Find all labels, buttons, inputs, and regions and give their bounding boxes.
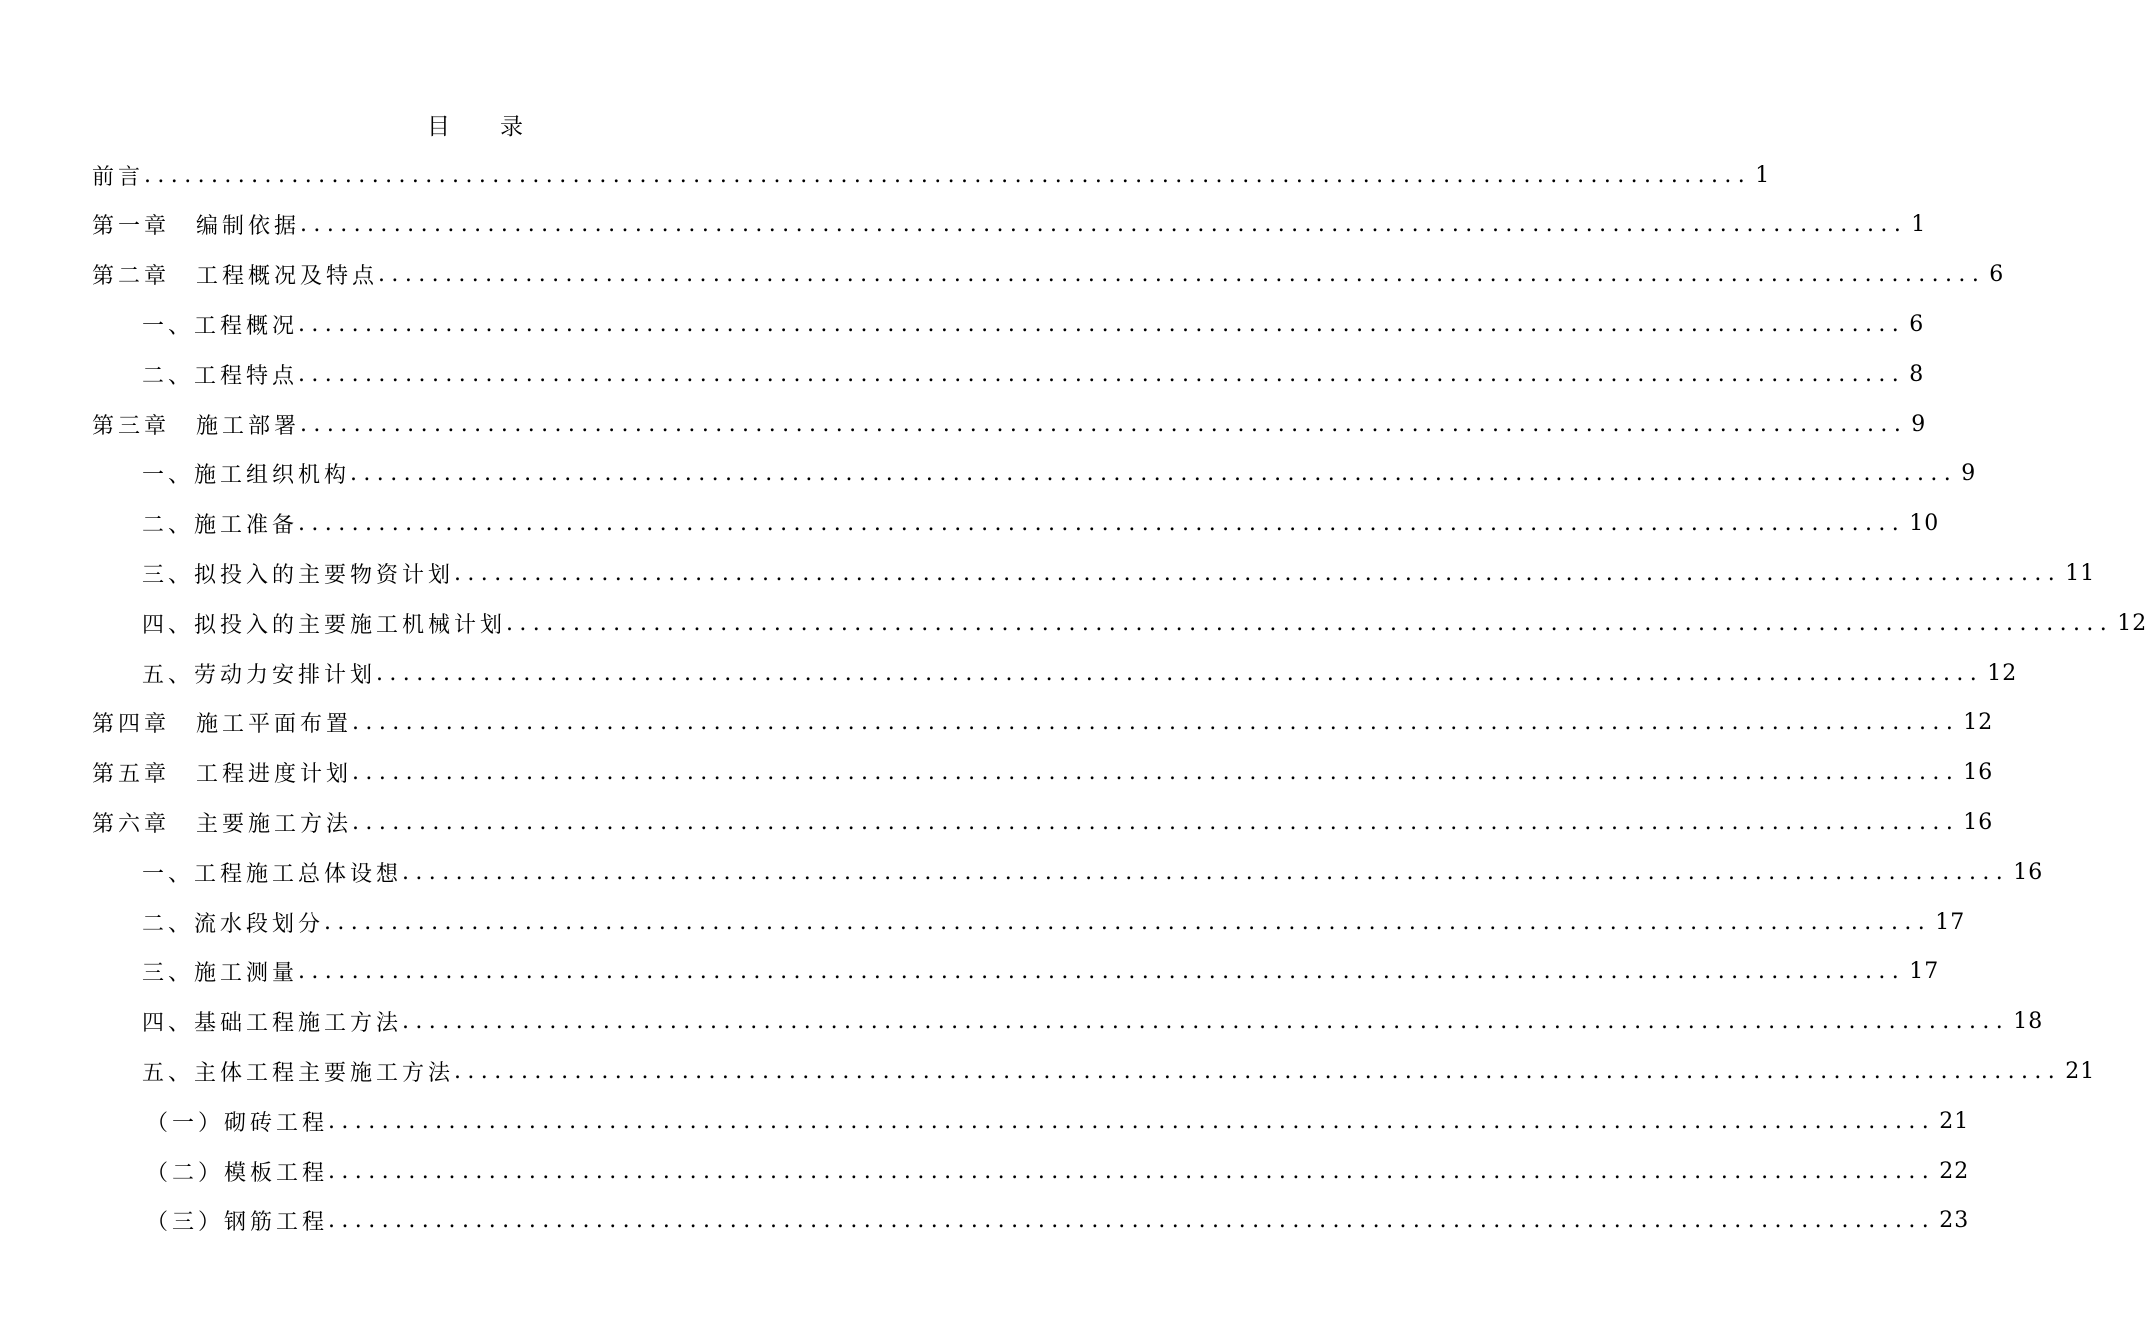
toc-entry-page-number: 16 bbox=[2013, 859, 2044, 885]
toc-entry-text: 三、拟投入的主要物资计划 bbox=[142, 562, 455, 588]
toc-entry-text: 主要施工方法 bbox=[196, 811, 353, 837]
toc-entry-page-number: 9 bbox=[1911, 411, 1927, 437]
toc-entry-text: 二、工程特点 bbox=[142, 363, 299, 389]
toc-entry-leader: ........................................................................................................................ bbox=[454, 560, 2062, 586]
toc-entry-label bbox=[142, 359, 298, 390]
toc-entry-label bbox=[92, 259, 378, 290]
toc-entry-leader: ........................................................................................................................ bbox=[144, 162, 1752, 188]
toc-entry-page-number: 1 bbox=[1755, 162, 1771, 188]
toc-entry-text: 三、施工测量 bbox=[142, 961, 299, 987]
toc-entry-leader: ........................................................................................................................ bbox=[298, 361, 1906, 387]
toc-entry-text: 一、施工组织机构 bbox=[142, 463, 351, 489]
toc-entry-text: （一）砌砖工程 bbox=[146, 1110, 329, 1136]
toc-entry-text: 编制依据 bbox=[196, 214, 301, 240]
toc-entry-chapter: 第五章 bbox=[92, 762, 171, 788]
toc-entry[interactable] bbox=[92, 155, 1771, 195]
toc-entry-text: 二、流水段划分 bbox=[142, 911, 325, 937]
toc-entry-leader: ........................................................................................................................ bbox=[454, 1058, 2062, 1084]
toc-entry[interactable] bbox=[142, 852, 2044, 892]
toc-entry-label bbox=[92, 807, 352, 838]
toc-entry-label bbox=[142, 907, 324, 938]
toc-entry[interactable] bbox=[142, 1002, 2044, 1042]
toc-entry[interactable] bbox=[142, 653, 2018, 693]
toc-entry[interactable] bbox=[92, 703, 1994, 743]
toc-entry-page-number: 21 bbox=[2065, 1058, 2096, 1084]
toc-entry-label bbox=[92, 409, 300, 440]
toc-entry-leader: ........................................................................................................................ bbox=[328, 1158, 1936, 1184]
toc-entry-page-number: 17 bbox=[1909, 959, 1940, 985]
toc-entry[interactable] bbox=[92, 753, 1994, 793]
toc-entry-page-number: 9 bbox=[1961, 461, 1977, 487]
toc-entry-label bbox=[142, 608, 506, 639]
toc-entry[interactable] bbox=[146, 1201, 1970, 1241]
toc-entry-page-number: 6 bbox=[1989, 262, 2005, 288]
toc-entry-label bbox=[146, 1205, 328, 1236]
toc-entry-label bbox=[142, 508, 298, 539]
toc-entry-page-number: 16 bbox=[1963, 809, 1994, 835]
toc-entry-label bbox=[92, 209, 300, 240]
toc-entry-leader: ........................................................................................................................ bbox=[352, 809, 1960, 835]
toc-entry[interactable] bbox=[146, 1101, 1970, 1141]
toc-entry-leader: ........................................................................................................................ bbox=[298, 959, 1906, 985]
toc-entry-label bbox=[146, 1156, 328, 1187]
toc-entry-label bbox=[92, 757, 352, 788]
toc-entry-page-number: 1 bbox=[1911, 212, 1927, 238]
toc-entry-page-number: 17 bbox=[1935, 909, 1966, 935]
toc-entry-leader: ........................................................................................................................ bbox=[352, 760, 1960, 786]
toc-entry-text: 五、劳动力安排计划 bbox=[142, 662, 377, 688]
toc-entry-text: 工程进度计划 bbox=[196, 762, 353, 788]
toc-entry-text: 施工部署 bbox=[196, 413, 301, 439]
toc-entry-page-number: 22 bbox=[1939, 1158, 1970, 1184]
toc-entry-label bbox=[142, 309, 298, 340]
toc-entry-leader: ........................................................................................................................ bbox=[350, 461, 1958, 487]
toc-entry-leader: ........................................................................................................................ bbox=[298, 311, 1906, 337]
toc-entry-label bbox=[142, 1056, 454, 1087]
toc-entry-leader: ........................................................................................................................ bbox=[298, 511, 1906, 537]
toc-entry-label bbox=[142, 956, 298, 987]
toc-entry-label bbox=[142, 1006, 402, 1037]
toc-entry[interactable] bbox=[142, 603, 2147, 643]
toc-entry-text: （二）模板工程 bbox=[146, 1160, 329, 1186]
toc-entry-leader: ........................................................................................................................ bbox=[402, 1009, 2010, 1035]
toc-entry-text: 四、拟投入的主要施工机械计划 bbox=[142, 612, 507, 638]
toc-entry[interactable] bbox=[146, 1151, 1970, 1191]
toc-entry-page-number: 11 bbox=[2065, 560, 2096, 586]
toc-entry-label bbox=[142, 458, 350, 489]
toc-entry-text: （三）钢筋工程 bbox=[146, 1210, 329, 1236]
toc-entry-page-number: 12 bbox=[1987, 660, 2018, 686]
toc-entry-leader: ........................................................................................................................ bbox=[300, 212, 1908, 238]
toc-title bbox=[0, 108, 950, 141]
toc-entry-label bbox=[92, 160, 144, 191]
toc-entry-text: 前言 bbox=[92, 164, 145, 190]
toc-entry-text: 五、主体工程主要施工方法 bbox=[142, 1060, 455, 1086]
toc-entry-text: 二、施工准备 bbox=[142, 513, 299, 539]
toc-entry-page-number: 21 bbox=[1939, 1108, 1970, 1134]
toc-entry[interactable] bbox=[142, 354, 1925, 394]
toc-entry-leader: ........................................................................................................................ bbox=[300, 411, 1908, 437]
toc-entry-page-number: 10 bbox=[1909, 511, 1940, 537]
toc-entry-page-number: 12 bbox=[2117, 610, 2147, 636]
toc-entry-page-number: 6 bbox=[1909, 311, 1925, 337]
toc-title-part2: 录 bbox=[500, 114, 523, 140]
toc-entry-label bbox=[146, 1106, 328, 1137]
toc-entry-chapter: 第三章 bbox=[92, 413, 171, 439]
toc-entry[interactable] bbox=[142, 952, 1940, 992]
toc-entry-text: 一、工程概况 bbox=[142, 313, 299, 339]
toc-entry[interactable] bbox=[142, 504, 1940, 544]
toc-entry[interactable] bbox=[142, 553, 2096, 593]
toc-entry-leader: ........................................................................................................................ bbox=[352, 710, 1960, 736]
toc-entry-text: 一、工程施工总体设想 bbox=[142, 861, 403, 887]
toc-entry-chapter: 第二章 bbox=[92, 264, 171, 290]
toc-entry-leader: ........................................................................................................................ bbox=[328, 1208, 1936, 1234]
toc-entry[interactable] bbox=[142, 1051, 2096, 1091]
toc-entry[interactable] bbox=[142, 902, 1966, 942]
toc-entry-chapter: 第四章 bbox=[92, 712, 171, 738]
toc-entry-leader: ........................................................................................................................ bbox=[506, 610, 2114, 636]
toc-title-part1: 目 bbox=[427, 114, 450, 140]
toc-entry-leader: ........................................................................................................................ bbox=[402, 859, 2010, 885]
toc-entry-page-number: 18 bbox=[2013, 1009, 2044, 1035]
toc-entry-label bbox=[92, 707, 352, 738]
toc-entry-leader: ........................................................................................................................ bbox=[324, 909, 1932, 935]
toc-entry-leader: ........................................................................................................................ bbox=[376, 660, 1984, 686]
toc-entry[interactable] bbox=[92, 404, 1927, 444]
toc-entry[interactable] bbox=[92, 802, 1994, 842]
toc-entry-page-number: 16 bbox=[1963, 760, 1994, 786]
toc-entry-label bbox=[142, 658, 376, 689]
toc-entry-page-number: 8 bbox=[1909, 361, 1925, 387]
toc-entry-chapter: 第六章 bbox=[92, 811, 171, 837]
toc-entry[interactable] bbox=[142, 454, 1977, 494]
toc-entry[interactable] bbox=[92, 255, 2005, 295]
toc-entry[interactable] bbox=[142, 304, 1925, 344]
toc-entry-page-number: 12 bbox=[1963, 710, 1994, 736]
toc-entry-chapter: 第一章 bbox=[92, 214, 171, 240]
toc-entry-label bbox=[142, 857, 402, 888]
toc-entry-page-number: 23 bbox=[1939, 1208, 1970, 1234]
toc-entry-label bbox=[142, 558, 454, 589]
toc-entry-text: 施工平面布置 bbox=[196, 712, 353, 738]
toc-entry-leader: ........................................................................................................................ bbox=[328, 1108, 1936, 1134]
toc-entry-leader: ........................................................................................................................ bbox=[378, 262, 1986, 288]
toc-entry-text: 四、基础工程施工方法 bbox=[142, 1011, 403, 1037]
toc-entry-text: 工程概况及特点 bbox=[196, 264, 379, 290]
toc-entry[interactable] bbox=[92, 205, 1927, 245]
